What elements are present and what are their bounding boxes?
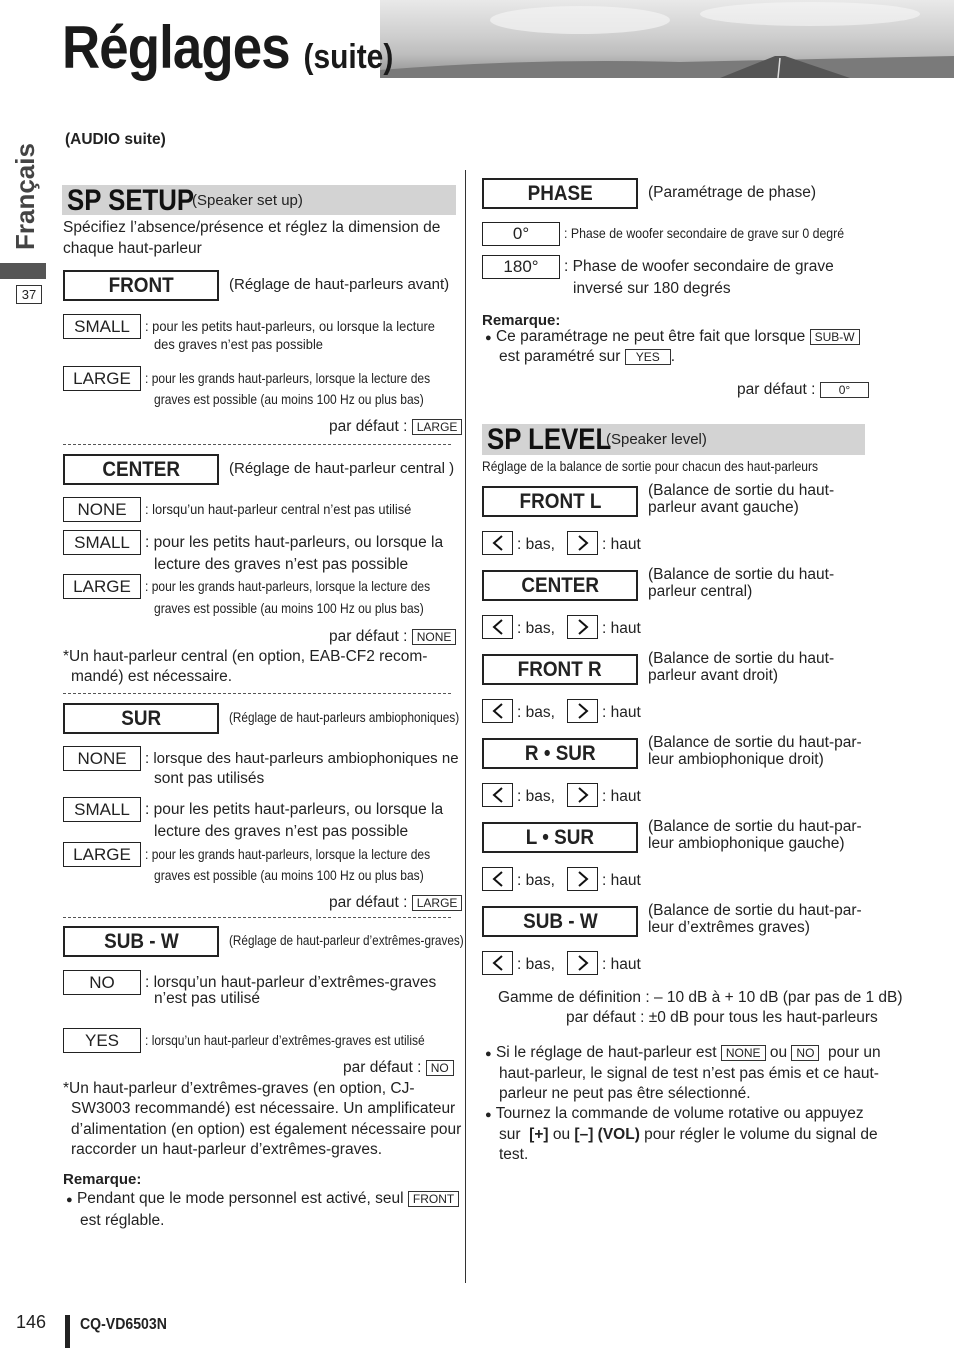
level-desc-2: leur ambiophonique gauche) — [648, 835, 845, 852]
subw-note-4: raccorder un haut-parleur d’extrêmes-graves. — [71, 1141, 382, 1158]
center-none-option[interactable]: NONE — [63, 497, 141, 522]
sur-default-tag: LARGE — [412, 895, 463, 911]
bullet-2: ● Tournez la commande de volume rotative ou appuyez — [485, 1105, 864, 1122]
divider — [63, 917, 451, 918]
level-desc: (Balance de sortie du haut-par- — [648, 902, 862, 919]
page-number: 146 — [16, 1312, 47, 1332]
range-default: par défaut : ±0 dB pour tous les haut-parleurs — [566, 1009, 878, 1026]
bullet-2-line-2: sur [+] ou [–] (VOL) pour régler le volume du signal de — [499, 1126, 878, 1143]
level-desc-2: leur ambiophonique droit) — [648, 751, 824, 768]
subw-tag: SUB-W — [810, 329, 860, 345]
subw-default: par défaut : NO — [343, 1057, 454, 1078]
front-large-text-2: graves est possible (au moins 100 Hz ou plus bas) — [154, 391, 424, 407]
sur-small-text: : pour les petits haut-parleurs, ou lorsque la — [145, 801, 444, 818]
center-large-option[interactable]: LARGE — [63, 574, 141, 599]
chevron-left-icon — [490, 954, 506, 972]
level-option[interactable]: SUB - W — [482, 906, 638, 937]
model-name: CQ-VD6503N — [80, 1316, 167, 1333]
phase-default-tag: 0° — [820, 382, 869, 398]
level-desc: (Balance de sortie du haut- — [648, 482, 835, 499]
sp-level-subtitle: (Speaker level) — [606, 431, 707, 448]
level-option[interactable]: L • SUR — [482, 822, 638, 853]
sur-desc: (Réglage de haut-parleurs ambiophoniques) — [229, 709, 460, 725]
none-tag: NONE — [721, 1045, 766, 1061]
front-large-option[interactable]: LARGE — [63, 366, 141, 391]
decrease-button[interactable] — [482, 699, 513, 723]
phase-0-text: : Phase de woofer secondaire de grave sur 0 degré — [564, 225, 845, 241]
decrease-button[interactable] — [482, 531, 513, 555]
remarque-text-2: est réglable. — [80, 1212, 165, 1229]
level-option[interactable]: FRONT R — [482, 654, 638, 685]
sp-setup-intro: Spécifiez l’absence/présence et réglez la dimension de — [63, 219, 441, 236]
subw-desc: (Réglage de haut-parleur d’extrêmes-graves) — [229, 932, 464, 948]
subw-yes-option[interactable]: YES — [63, 1028, 141, 1053]
header-road-image — [380, 0, 954, 78]
increase-button[interactable] — [567, 867, 598, 891]
high-label: : haut — [602, 704, 641, 721]
subw-yes-text: : lorsqu’un haut-parleur d’extrêmes-graves est utilisé — [145, 1032, 425, 1048]
high-label: : haut — [602, 956, 641, 973]
center-large-text: : pour les grands haut-parleurs, lorsque la lecture des — [145, 578, 431, 594]
chevron-right-icon — [575, 954, 591, 972]
increase-button[interactable] — [567, 951, 598, 975]
decrease-button[interactable] — [482, 951, 513, 975]
chevron-right-icon — [575, 618, 591, 636]
level-desc-2: parleur avant droit) — [648, 667, 779, 684]
phase-180-option[interactable]: 180° — [482, 255, 560, 279]
sur-none-option[interactable]: NONE — [63, 746, 141, 771]
low-label: : bas, — [517, 956, 555, 973]
subw-note-2: SW3003 recommandé) est nécessaire. Un amplificateur — [71, 1100, 456, 1117]
page-title-suffix: (suite) — [303, 38, 394, 76]
subw-option[interactable]: SUB - W — [63, 926, 219, 957]
front-small-text-2: des graves n’est pas possible — [154, 336, 323, 352]
sp-level-title: SP LEVEL — [487, 423, 612, 456]
center-large-text-2: graves est possible (au moins 100 Hz ou plus bas) — [154, 600, 424, 616]
low-label: : bas, — [517, 788, 555, 805]
footer-bar — [65, 1315, 70, 1348]
front-tag: FRONT — [408, 1191, 459, 1207]
center-note-2: mandé) est nécessaire. — [71, 668, 233, 685]
chevron-right-icon — [575, 702, 591, 720]
subw-no-text-2: n’est pas utilisé — [154, 990, 260, 1007]
level-desc: (Balance de sortie du haut- — [648, 650, 835, 667]
high-label: : haut — [602, 872, 641, 889]
front-large-text: : pour les grands haut-parleurs, lorsque la lecture des — [145, 370, 431, 386]
increase-button[interactable] — [567, 783, 598, 807]
phase-desc: (Paramétrage de phase) — [648, 184, 817, 201]
low-label: : bas, — [517, 536, 555, 553]
chevron-left-icon — [490, 870, 506, 888]
page-title: Réglages (suite) — [62, 14, 394, 81]
range-text: Gamme de définition : – 10 dB à + 10 dB (par pas de 1 dB) — [498, 989, 903, 1006]
front-small-text: : pour les petits haut-parleurs, ou lorsque la lecture — [145, 318, 435, 334]
sur-small-text-2: lecture des graves n’est pas possible — [154, 823, 409, 840]
phase-0-option[interactable]: 0° — [482, 222, 560, 246]
center-small-text: : pour les petits haut-parleurs, ou lorsque la — [145, 534, 444, 551]
audio-suite-label: (AUDIO suite) — [65, 131, 166, 148]
phase-180-text-2: inversé sur 180 degrés — [573, 280, 731, 297]
no-tag: NO — [791, 1045, 819, 1061]
decrease-button[interactable] — [482, 615, 513, 639]
chevron-left-icon — [490, 618, 506, 636]
decrease-button[interactable] — [482, 867, 513, 891]
chevron-right-icon — [575, 870, 591, 888]
low-label: : bas, — [517, 872, 555, 889]
center-none-text: : lorsqu’un haut-parleur central n’est pas utilisé — [145, 501, 412, 517]
sur-large-text-2: graves est possible (au moins 100 Hz ou plus bas) — [154, 867, 424, 883]
column-divider — [465, 170, 466, 1283]
chevron-left-icon — [490, 534, 506, 552]
high-label: : haut — [602, 536, 641, 553]
center-default: par défaut : NONE — [329, 626, 456, 647]
subw-no-text: : lorsqu’un haut-parleur d’extrêmes-graves — [145, 974, 437, 991]
sp-setup-subtitle: (Speaker set up) — [192, 192, 303, 209]
center-note: *Un haut-parleur central (en option, EAB-CF2 recom- — [63, 648, 428, 665]
sur-small-option[interactable]: SMALL — [63, 797, 141, 822]
phase-remarque-title: Remarque: — [482, 312, 561, 329]
front-small-option[interactable]: SMALL — [63, 314, 141, 339]
low-label: : bas, — [517, 620, 555, 637]
phase-option[interactable]: PHASE — [482, 178, 638, 209]
increase-button[interactable] — [567, 615, 598, 639]
front-default: par défaut : LARGE — [329, 416, 462, 437]
high-label: : haut — [602, 788, 641, 805]
phase-remarque-text: ● Ce paramétrage ne peut être fait que lorsque SUB-W — [485, 326, 860, 349]
level-option[interactable]: R • SUR — [482, 738, 638, 769]
front-desc: (Réglage de haut-parleurs avant) — [229, 276, 450, 293]
level-option[interactable]: CENTER — [482, 570, 638, 601]
yes-tag: YES — [625, 349, 671, 365]
phase-remarque-text-2: est paramétré sur YES . — [499, 348, 676, 365]
language-label: Français — [10, 143, 40, 250]
language-tab-bar — [0, 263, 46, 279]
subw-default-tag: NO — [426, 1060, 454, 1076]
phase-default: par défaut : 0° — [737, 379, 869, 400]
increase-button[interactable] — [567, 531, 598, 555]
remarque-title: Remarque: — [63, 1171, 142, 1188]
increase-button[interactable] — [567, 699, 598, 723]
bullet-1-line-3: parleur ne peut pas être sélectionné. — [499, 1085, 751, 1102]
sur-none-text-2: sont pas utilisés — [154, 770, 265, 787]
high-label: : haut — [602, 620, 641, 637]
sp-level-intro: Réglage de la balance de sortie pour chacun des haut-parleurs — [482, 458, 819, 474]
chevron-left-icon — [490, 786, 506, 804]
bullet-1: ● Si le réglage de haut-parleur est NONE ou NO pour un — [485, 1044, 881, 1061]
divider — [63, 444, 451, 445]
level-option[interactable]: FRONT L — [482, 486, 638, 517]
subw-no-option[interactable]: NO — [63, 970, 141, 995]
level-desc: (Balance de sortie du haut-par- — [648, 818, 862, 835]
sur-default: par défaut : LARGE — [329, 892, 462, 913]
sur-large-text: : pour les grands haut-parleurs, lorsque la lecture des — [145, 846, 431, 862]
chevron-left-icon — [490, 702, 506, 720]
sp-setup-intro-2: chaque haut-parleur — [63, 240, 202, 257]
page-ref-box: 37 — [16, 285, 42, 304]
level-desc-2: parleur central) — [648, 583, 753, 600]
divider — [63, 693, 451, 694]
phase-180-text: : Phase de woofer secondaire de grave — [564, 258, 834, 275]
center-small-option[interactable]: SMALL — [63, 530, 141, 555]
bullet-2-line-3: test. — [499, 1146, 529, 1163]
front-default-tag: LARGE — [412, 419, 463, 435]
bullet-1-line-2: haut-parleur, le signal de test n’est pas émis et ce haut- — [499, 1065, 879, 1082]
sur-none-text: : lorsque des haut-parleurs ambiophoniques ne — [145, 750, 459, 767]
level-desc: (Balance de sortie du haut-par- — [648, 734, 862, 751]
decrease-button[interactable] — [482, 783, 513, 807]
level-desc: (Balance de sortie du haut- — [648, 566, 835, 583]
sur-option[interactable]: SUR — [63, 703, 219, 734]
sur-large-option[interactable]: LARGE — [63, 842, 141, 867]
center-desc: (Réglage de haut-parleur central ) — [229, 460, 455, 477]
low-label: : bas, — [517, 704, 555, 721]
center-option[interactable]: CENTER — [63, 454, 219, 485]
subw-note-3: d’alimentation (en option) est également nécessaire pour — [71, 1121, 462, 1138]
level-desc-2: parleur avant gauche) — [648, 499, 799, 516]
chevron-right-icon — [575, 534, 591, 552]
center-default-tag: NONE — [412, 629, 457, 645]
front-option[interactable]: FRONT — [63, 270, 219, 301]
sp-setup-title: SP SETUP — [67, 184, 195, 217]
level-desc-2: leur d’extrêmes graves) — [648, 919, 810, 936]
chevron-right-icon — [575, 786, 591, 804]
subw-note: *Un haut-parleur d’extrêmes-graves (en option, CJ- — [63, 1080, 415, 1097]
remarque-text: ● Pendant que le mode personnel est activé, seul FRONT — [66, 1188, 459, 1211]
center-small-text-2: lecture des graves n’est pas possible — [154, 556, 409, 573]
